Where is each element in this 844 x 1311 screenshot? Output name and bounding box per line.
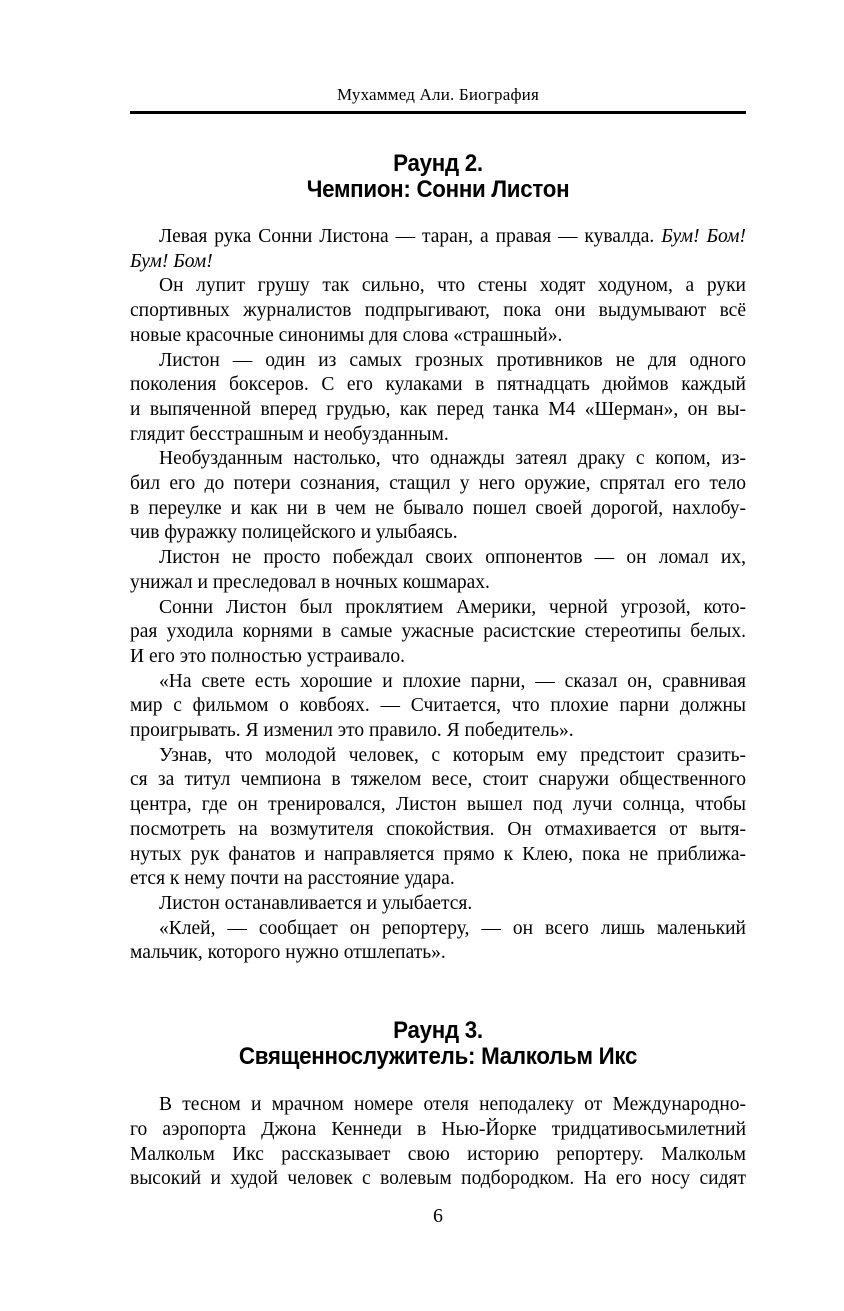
paragraph [130,225,746,274]
text-run: спортивных журналистов подпрыгивают, пока они выдумывают всё [130,300,746,322]
text-run: ся за титул чемпиона в тяжелом весе, стоит снаружи общественного [130,769,746,791]
text-run: мальчик, которого нужно отшлепать». [130,942,446,964]
text-block [130,84,746,1228]
header-rule [130,111,746,114]
text-line [130,941,746,966]
text-run: Левая рука Сонни Листона — таран, а правая — кувалда. [159,226,662,247]
text-line [130,645,746,670]
text-line [130,1118,746,1143]
page-number: 6 [433,1204,443,1227]
text-run: и выпяченной вперед грудью, как перед танка М4 «Шерман», он вы- [130,398,746,420]
text-run: посмотреть на возмутителя спокойствия. Он отмахивается от вытя- [130,818,746,840]
paragraph [130,447,746,546]
section-heading-line-1: Раунд 2. [393,150,483,177]
text-line [130,768,746,793]
text-run: ется к нему почти на расстояние удара. [130,868,455,890]
text-run: Он лупит грушу так сильно, что стены ходят ходуном, а руки [159,275,746,297]
italic-text-run: Бум! Бом! [661,226,746,247]
italic-text-run: Бум! Бом! [130,250,213,272]
text-run: «На свете есть хорошие и плохие парни, — сказал он, сравнивая [159,670,746,692]
section-heading-line-2: Чемпион: Сонни Листон [306,176,570,203]
text-line [130,398,746,423]
text-line [130,299,746,324]
text-line [130,867,746,892]
text-line [130,274,746,299]
text-run: Сонни Листон был проклятием Америки, черной угрозой, кото- [159,596,746,618]
text-run: Необузданным настолько, что однажды затеял драку с копом, из- [159,448,746,470]
text-run: Листон останавливается и улыбается. [159,892,473,914]
paragraph [130,670,746,744]
text-line [130,497,746,522]
text-run: в переулке и как ни в чем не бывало пошел своей дорогой, нахлобу- [130,497,746,519]
paragraph [130,917,746,966]
text-line [130,917,746,942]
text-run: Узнав, что молодой человек, с которым ему предстоит сразить- [159,744,746,766]
text-line [130,843,746,868]
text-line [130,744,746,769]
paragraph [130,1093,746,1192]
text-run: бил его до потери сознания, стащил у него оружие, спрятал его тело [130,473,746,495]
paragraph [130,274,746,348]
text-run: глядит бесстрашным и необузданным. [130,423,449,445]
text-line [130,521,746,546]
text-line [130,670,746,695]
text-run: Малкольм Икс рассказывает свою историю репортеру. Малкольм [130,1143,746,1165]
paragraph [130,892,746,917]
text-run: центра, где он тренировался, Листон вышел под лучи солнца, чтобы [130,794,746,816]
text-line [130,892,746,917]
text-line [130,1143,746,1168]
text-run: В тесном и мрачном номере отеля неподалеку от Международно- [159,1094,746,1116]
text-run: чив фуражку полицейского и улыбаясь. [130,522,458,544]
running-header: Мухаммед Али. Биография [336,85,540,104]
paragraph [130,546,746,595]
section-body-round-2 [130,225,746,966]
text-run: поколения боксеров. С его кулаками в пятнадцать дюймов каждый [130,374,746,396]
section-heading-round-2 [152,151,725,203]
text-line [130,694,746,719]
section-body-round-3 [130,1093,746,1192]
text-run: «Клей, — сообщает он репортеру, — он всего лишь маленький [159,917,746,939]
paragraph [130,744,746,892]
text-run: проигрывать. Я изменил это правило. Я победитель». [130,720,574,742]
text-line [130,818,746,843]
text-run: Листон не просто побеждал своих оппонентов — он ломал их, [159,547,746,569]
section-heading-line-1: Раунд 3. [393,1017,483,1045]
text-run: новые красочные синонимы для слова «страшный». [130,324,563,346]
text-line [130,447,746,472]
text-line [130,349,746,374]
text-line [130,1167,746,1192]
text-line [130,1093,746,1118]
text-line [130,546,746,571]
text-line [130,596,746,621]
text-line [130,472,746,497]
section-heading-line-2: Священнослужитель: Малкольм Икс [238,1043,638,1071]
text-run: Листон — один из самых грозных противников не для одного [159,349,746,371]
text-line [130,793,746,818]
paragraph [130,596,746,670]
text-run: нутых рук фанатов и направляется прямо к Клею, пока не приближа- [130,843,746,865]
text-run: И его это полностью устраивало. [130,645,405,667]
text-run: го аэропорта Джона Кеннеди в Нью-Йорке тридцативосьмилетний [130,1118,746,1140]
text-line [130,423,746,448]
text-line [130,719,746,744]
text-run: мир с фильмом о ковбоях. — Считается, что плохие парни должны [130,695,746,717]
section-heading-round-3 [152,1018,725,1070]
text-line [130,373,746,398]
text-line [130,571,746,596]
paragraph [130,349,746,448]
text-line [130,225,746,250]
text-line [130,250,746,275]
text-run: высокий и худой человек с волевым подбородком. На его носу сидят [130,1168,746,1190]
text-line [130,324,746,349]
text-line [130,620,746,645]
text-run: унижал и преследовал в ночных кошмарах. [130,571,490,593]
text-run: рая уходила корнями в самые ужасные расистские стереотипы белых. [130,621,746,643]
